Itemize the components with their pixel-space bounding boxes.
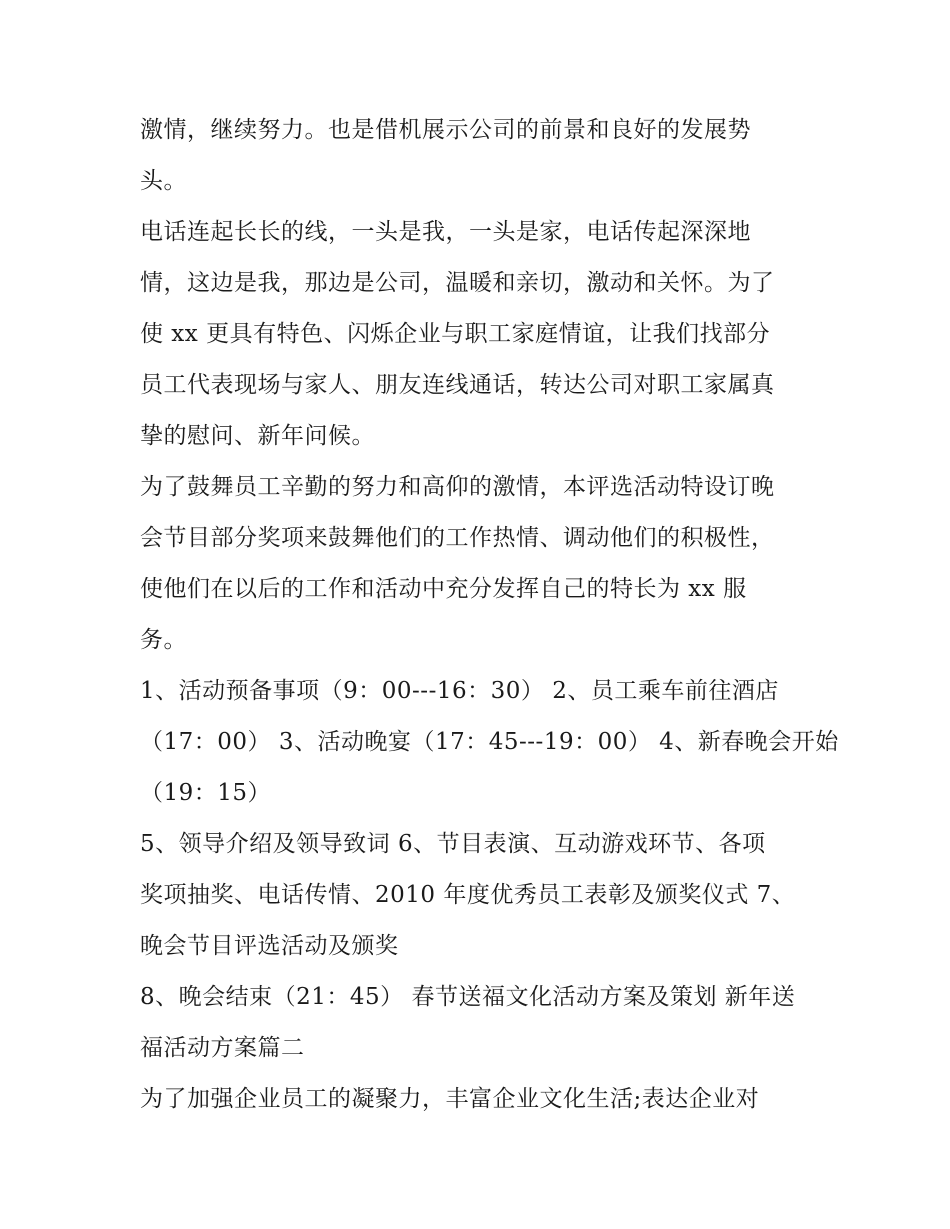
text-line: 使 xx 更具有特色、闪烁企业与职工家庭情谊，让我们找部分: [140, 321, 771, 347]
text-line: 务。: [140, 627, 187, 653]
text-line: 头。: [140, 168, 187, 194]
text-line: 8、晚会结束（21：45） 春节送福文化活动方案及策划 新年送: [140, 984, 796, 1010]
text-line: 电话连起长长的线，一头是我，一头是家，电话传起深深地: [140, 219, 751, 245]
text-line: （19：15）: [140, 780, 272, 806]
text-line: 会节目部分奖项来鼓舞他们的工作热情、调动他们的积极性，: [140, 525, 775, 551]
text-line: 福活动方案篇二: [140, 1035, 305, 1061]
text-line: 1、活动预备事项（9：00---16：30） 2、员工乘车前往酒店: [140, 678, 779, 704]
document-body: [140, 105, 839, 1125]
text-line: 为了加强企业员工的凝聚力，丰富企业文化生活;表达企业对: [140, 1086, 760, 1112]
text-line: 奖项抽奖、电话传情、2010 年度优秀员工表彰及颁奖仪式 7、: [140, 882, 796, 908]
text-line: 激情，继续努力。也是借机展示公司的前景和良好的发展势: [140, 117, 751, 143]
text-line: 为了鼓舞员工辛勤的努力和高仰的激情，本评选活动特设订晚: [140, 474, 775, 500]
text-line: 晚会节目评选活动及颁奖: [140, 933, 399, 959]
text-line: 使他们在以后的工作和活动中充分发挥自己的特长为 xx 服: [140, 576, 747, 602]
text-line: 情，这边是我，那边是公司，温暖和亲切，激动和关怀。为了: [140, 270, 775, 296]
text-line: 5、领导介绍及领导致词 6、节目表演、互动游戏环节、各项: [140, 831, 766, 857]
text-line: 员工代表现场与家人、朋友连线通话，转达公司对职工家属真: [140, 372, 775, 398]
text-line: （17：00） 3、活动晚宴（17：45---19：00） 4、新春晚会开始: [140, 729, 839, 755]
text-line: 挚的慰问、新年问候。: [140, 423, 375, 449]
